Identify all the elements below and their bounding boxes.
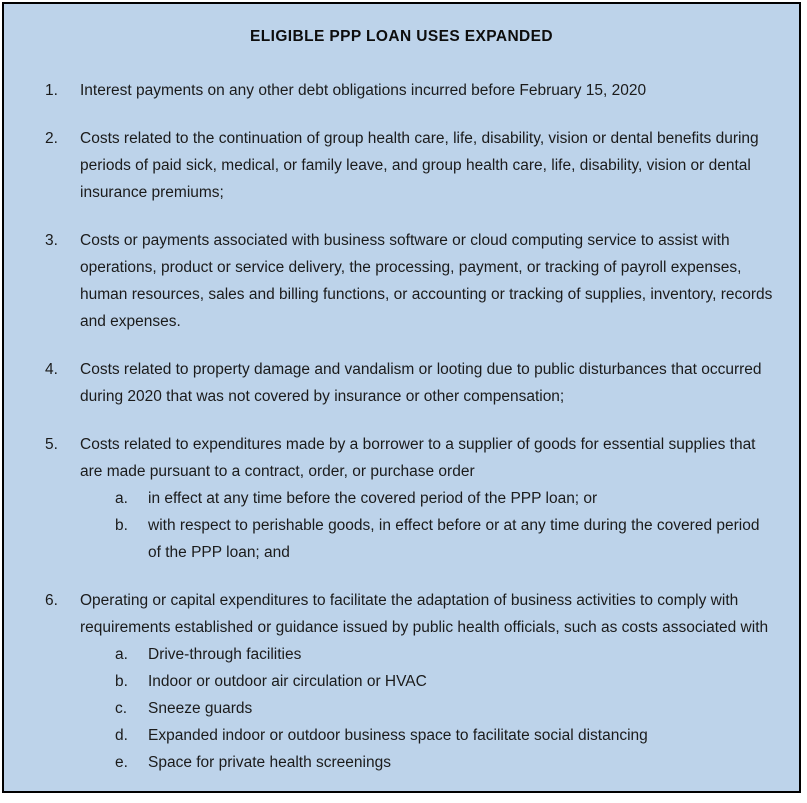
sublist-item — [115, 695, 773, 722]
list-item-body — [80, 431, 773, 566]
list-item — [45, 77, 773, 104]
sublist-item-text: Expanded indoor or outdoor business space to facilitate social distancing — [148, 727, 648, 744]
sublist-item — [115, 641, 773, 668]
list-item — [45, 356, 773, 410]
list-item-text: Operating or capital expenditures to facilitate the adaptation of business activities to comply with requirements established or guidance issued by public health officials, such as costs associated with — [80, 592, 769, 636]
sublist-item — [115, 668, 773, 695]
lettered-sublist — [115, 485, 773, 566]
list-item-number: 2. — [45, 130, 58, 147]
list-item-number: 1. — [45, 82, 58, 99]
sublist-item — [115, 722, 773, 749]
sublist-item — [115, 485, 773, 512]
list-item — [45, 125, 773, 206]
list-item — [45, 587, 773, 776]
sublist-item — [115, 512, 773, 566]
sublist-item-letter: c. — [115, 700, 128, 717]
lettered-sublist — [115, 641, 773, 776]
list-item — [45, 431, 773, 566]
list-item-text: Costs related to property damage and vandalism or looting due to public disturbances that occurred during 2020 that was not covered by insurance or other compensation; — [80, 361, 762, 405]
sublist-item-text: in effect at any time before the covered period of the PPP loan; or — [148, 490, 598, 507]
list-item-number: 6. — [45, 592, 58, 609]
list-item-body — [80, 587, 773, 776]
list-item-text: Costs or payments associated with business software or cloud computing service to assist with operations, product or service delivery, the processing, payment, or tracking of payroll expenses, human resources, sales and billing functions, or accounting or tracking of supplies, inventory, records and expenses. — [80, 232, 773, 330]
list-item-number: 3. — [45, 232, 58, 249]
sublist-item-text: Sneeze guards — [148, 700, 253, 717]
sublist-item-text: Drive-through facilities — [148, 646, 302, 663]
sublist-item-text: Space for private health screenings — [148, 754, 391, 771]
content-panel — [2, 2, 801, 793]
list-item — [45, 227, 773, 335]
page-title: ELIGIBLE PPP LOAN USES EXPANDED — [250, 28, 553, 45]
numbered-list — [4, 77, 799, 776]
sublist-item-letter: b. — [115, 517, 128, 534]
list-item-text: Costs related to expenditures made by a borrower to a supplier of goods for essential supplies that are made pursuant to a contract, order, or purchase order — [80, 436, 756, 480]
list-item-number: 4. — [45, 361, 58, 378]
sublist-item — [115, 749, 773, 776]
list-item-text: Interest payments on any other debt obligations incurred before February 15, 2020 — [80, 82, 647, 99]
sublist-item-letter: b. — [115, 673, 128, 690]
sublist-item-letter: a. — [115, 646, 128, 663]
sublist-item-text: with respect to perishable goods, in effect before or at any time during the covered period of the PPP loan; and — [148, 517, 760, 561]
sublist-item-text: Indoor or outdoor air circulation or HVAC — [148, 673, 427, 690]
list-item-number: 5. — [45, 436, 58, 453]
sublist-item-letter: d. — [115, 727, 128, 744]
list-item-text: Costs related to the continuation of group health care, life, disability, vision or dental benefits during periods of paid sick, medical, or family leave, and group health care, life, disability, vision or dental insurance premiums; — [80, 130, 759, 201]
sublist-item-letter: e. — [115, 754, 128, 771]
sublist-item-letter: a. — [115, 490, 128, 507]
